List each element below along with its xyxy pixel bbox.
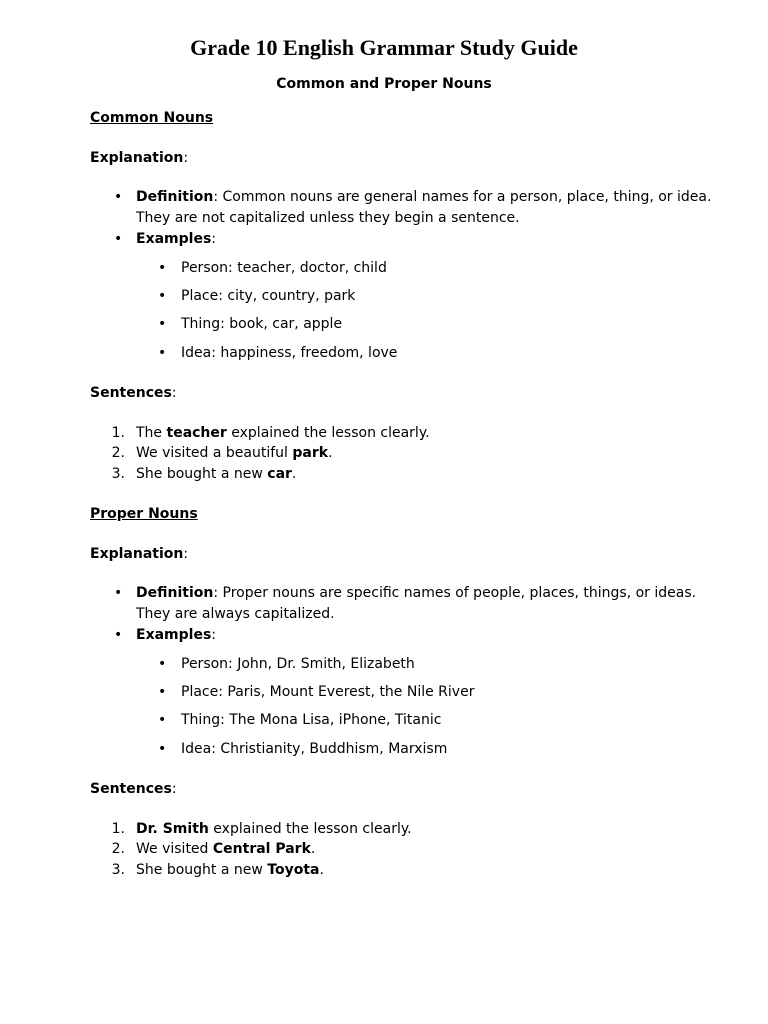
bullet-icon: • bbox=[114, 189, 123, 205]
common-example-person: Person: teacher, doctor, child bbox=[181, 260, 387, 276]
list-number: 1. bbox=[111, 821, 125, 837]
proper-definition: Definition: Proper nouns are specific names of people, places, things, or ideas. bbox=[136, 585, 697, 601]
list-number: 3. bbox=[111, 466, 125, 482]
bullet-icon: • bbox=[158, 288, 167, 304]
common-sentence-1: The teacher explained the lesson clearly. bbox=[136, 425, 430, 441]
bullet-icon: • bbox=[158, 656, 167, 672]
bullet-icon: • bbox=[158, 712, 167, 728]
bullet-icon: • bbox=[114, 627, 123, 643]
list-number: 1. bbox=[111, 425, 125, 441]
proper-example-thing: Thing: The Mona Lisa, iPhone, Titanic bbox=[181, 712, 442, 728]
proper-example-idea: Idea: Christianity, Buddhism, Marxism bbox=[181, 741, 448, 757]
common-definition: Definition: Common nouns are general names for a person, place, thing, or idea. bbox=[136, 189, 712, 205]
common-example-thing: Thing: book, car, apple bbox=[181, 316, 343, 332]
proper-sentence-3: She bought a new Toyota. bbox=[136, 862, 324, 878]
proper-explanation-label: Explanation: bbox=[90, 546, 189, 562]
common-definition-cont: They are not capitalized unless they begin a sentence. bbox=[136, 210, 520, 226]
proper-sentence-1: Dr. Smith explained the lesson clearly. bbox=[136, 821, 412, 837]
proper-nouns-heading: Proper Nouns bbox=[90, 506, 198, 522]
common-example-idea: Idea: happiness, freedom, love bbox=[181, 345, 398, 361]
proper-examples-label: Examples: bbox=[136, 627, 216, 643]
common-explanation-label: Explanation: bbox=[90, 150, 189, 166]
list-number: 2. bbox=[111, 445, 125, 461]
proper-definition-cont: They are always capitalized. bbox=[136, 606, 335, 622]
bullet-icon: • bbox=[114, 585, 123, 601]
proper-sentences-label: Sentences: bbox=[90, 781, 177, 797]
list-number: 3. bbox=[111, 862, 125, 878]
common-nouns-heading: Common Nouns bbox=[90, 110, 214, 126]
bullet-icon: • bbox=[158, 260, 167, 276]
proper-sentence-2: We visited Central Park. bbox=[136, 841, 316, 857]
proper-example-person: Person: John, Dr. Smith, Elizabeth bbox=[181, 656, 415, 672]
common-example-place: Place: city, country, park bbox=[181, 288, 356, 304]
list-number: 2. bbox=[111, 841, 125, 857]
bullet-icon: • bbox=[158, 345, 167, 361]
common-sentence-2: We visited a beautiful park. bbox=[136, 445, 333, 461]
proper-example-place: Place: Paris, Mount Everest, the Nile River bbox=[181, 684, 475, 700]
common-sentences-label: Sentences: bbox=[90, 385, 177, 401]
page-subtitle: Common and Proper Nouns bbox=[276, 76, 492, 92]
page-title: Grade 10 English Grammar Study Guide bbox=[190, 35, 578, 60]
common-sentence-3: She bought a new car. bbox=[136, 466, 297, 482]
common-examples-label: Examples: bbox=[136, 231, 216, 247]
bullet-icon: • bbox=[158, 741, 167, 757]
bullet-icon: • bbox=[158, 316, 167, 332]
bullet-icon: • bbox=[158, 684, 167, 700]
bullet-icon: • bbox=[114, 231, 123, 247]
